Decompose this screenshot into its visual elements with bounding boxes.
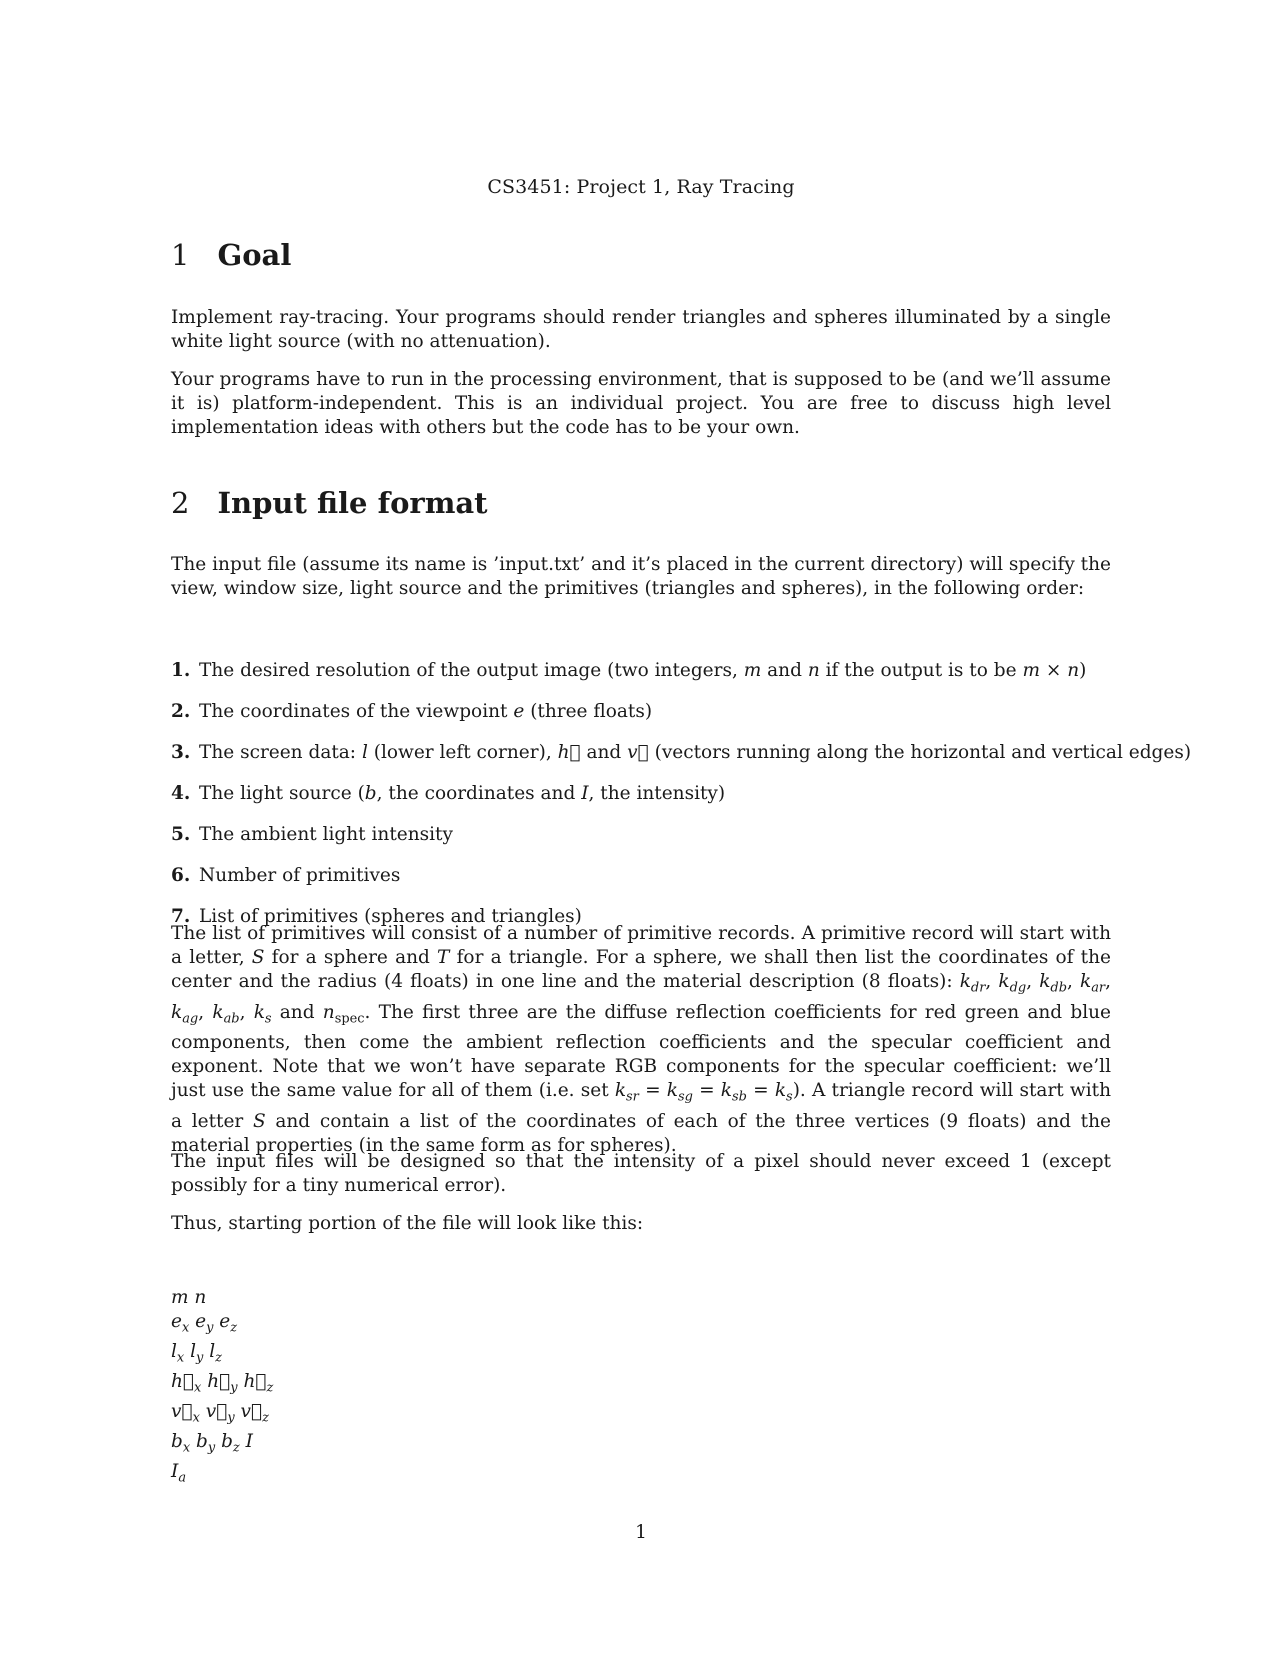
section-title: Input file format (217, 486, 488, 520)
file-line-lower-left: $l_x$ $l_y$ $l_z$ (171, 1340, 222, 1366)
list-item: 3. The screen data: l (lower left corner), h⃗ and v⃗ (vectors running along the horizontal and vertical edges) (171, 742, 1192, 763)
file-example-block (171, 1286, 273, 1491)
section-heading-input-file-format (171, 486, 488, 520)
list-item: 2. The coordinates of the viewpoint e (three floats) (171, 701, 653, 722)
file-example-intro: Thus, starting portion of the file will look like this: (171, 1213, 644, 1234)
list-item: 1. The desired resolution of the output image (two integers, m and n if the output is to be m × n) (171, 660, 1087, 681)
intensity-paragraph: The input files will be designed so that the intensity of a pixel should never exceed 1 (except possibly for a tiny numerical error). (171, 1151, 1111, 1196)
goal-paragraph-2: Your programs have to run in the processing environment, that is supposed to be (and we’ll assume it is) platform-independent. This is an individual project. You are free to discuss high level implementation ideas with others but the code has to be your own. (171, 369, 1111, 438)
primitives-paragraph: The list of primitives will consist of a number of primitive records. A primitive record will start with a letter, S for a sphere and T for a triangle. For a sphere, we shall then list the coordinates of the center and the radius (4 floats) in one line and the material description (8 floats): $k_{dr}$, $k_{dg}$, $k_{db}$, $k_{ar}$, $k_{ag}$, $k_{ab}$, $k_s$ and $n_{spec}$. The first three are the diffuse reflection coefficients for red green and blue components, then come the ambient reflection coefficients and the specular coefficient and exponent. Note that we won’t have separate RGB components for the specular coefficient: we’ll just use the same value for all of them (i.e. set $k_{sr} = k_{sg} = k_{sb} = k_s$). A triangle record will start with a letter S and contain a list of the coordinates of each of the three vertices (9 floats) and the material properties (in the same form as for spheres). (171, 923, 1112, 1157)
list-item: 4. The light source (b, the coordinates and I, the intensity) (171, 783, 726, 804)
input-order-list (171, 660, 1192, 947)
section-number: 2 (171, 486, 190, 520)
section-number: 1 (171, 238, 190, 272)
list-item-number: 3. (171, 742, 191, 763)
list-item-number: 4. (171, 783, 191, 804)
list-item-number: 1. (171, 660, 191, 681)
file-line-viewpoint: $e_x$ $e_y$ $e_z$ (171, 1310, 238, 1336)
goal-paragraph-1: Implement ray-tracing. Your programs should render triangles and spheres illuminated by a single white light source (with no attenuation). (171, 307, 1111, 352)
list-item: 6. Number of primitives (171, 865, 401, 886)
list-item-number: 7. (171, 906, 191, 927)
section-heading-goal (171, 238, 291, 272)
paper-page (171, 0, 1192, 1656)
file-line-horizontal: $h⃗_x$ $h⃗_y$ $h⃗_z$ (171, 1370, 274, 1396)
file-line-vertical: $v⃗_x$ $v⃗_y$ $v⃗_z$ (171, 1401, 269, 1426)
list-item-number: 5. (171, 824, 191, 845)
document-title: CS3451: Project 1, Ray Tracing (487, 176, 795, 198)
list-item-number: 2. (171, 701, 191, 722)
list-item-number: 6. (171, 865, 191, 886)
input-intro-paragraph: The input file (assume its name is ’input.txt’ and it’s placed in the current directory) will specify the view, window size, light source and the primitives (triangles and spheres), in the following order: (171, 554, 1111, 599)
section-title: Goal (217, 238, 292, 272)
file-line-light: $b_x$ $b_y$ $b_z$ I (171, 1431, 253, 1456)
file-line-ambient: $I_a$ (171, 1461, 187, 1487)
list-item: 7. List of primitives (spheres and triangles) (171, 906, 582, 927)
list-item: 5. The ambient light intensity (171, 824, 453, 845)
page-number: 1 (635, 1522, 647, 1543)
file-line-resolution: m n (171, 1287, 207, 1308)
